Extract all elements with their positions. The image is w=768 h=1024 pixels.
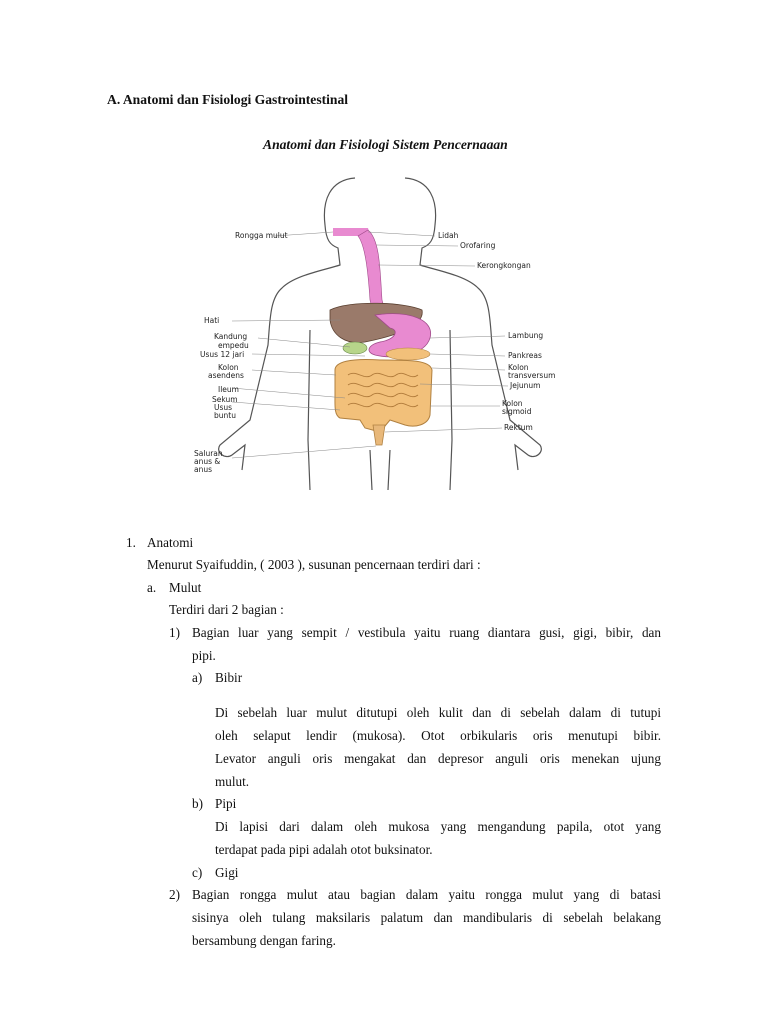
- label-lambung: Lambung: [508, 331, 544, 340]
- list-marker-a-paren: a): [192, 670, 203, 685]
- label-rongga-mulut: Rongga mulut: [235, 231, 288, 240]
- label-anus: anus: [194, 465, 213, 474]
- label-buntu: buntu: [214, 411, 236, 420]
- item-1-line-2: pipi.: [192, 648, 216, 663]
- list-marker-b-paren: b): [192, 796, 203, 811]
- label-sekum: Sekum: [212, 395, 238, 404]
- label-usus: Usus: [214, 403, 233, 412]
- label-kolon-transversum-1: Kolon: [508, 363, 529, 372]
- label-pankreas: Pankreas: [508, 351, 542, 360]
- heading-bibir: Bibir: [215, 670, 243, 685]
- heading-pipi: Pipi: [215, 796, 237, 811]
- figure-title: Anatomi dan Fisiologi Sistem Pencernaaan: [263, 137, 508, 152]
- item-2-line-2: sisinya oleh tulang maksilaris palatum dan mandibularis di sebelah belakang: [192, 910, 661, 925]
- label-saluran: Saluran: [194, 449, 223, 458]
- label-kerongkongan: Kerongkongan: [477, 261, 531, 270]
- list-marker-c-paren: c): [192, 865, 203, 880]
- label-jejunum: Jejunum: [510, 381, 541, 390]
- label-anus-and: anus &: [194, 457, 221, 466]
- heading-gigi: Gigi: [215, 865, 239, 880]
- item-2-line-3: bersambung dengan faring.: [192, 933, 336, 948]
- heading-mulut: Mulut: [169, 580, 202, 595]
- label-orofaring: Orofaring: [460, 241, 496, 250]
- item-2-line-1: Bagian rongga mulut atau bagian dalam yaitu rongga mulut yang di batasi: [192, 887, 661, 902]
- label-kandung: Kandung: [214, 332, 248, 341]
- paragraph-menurut: Menurut Syaifuddin, ( 2003 ), susunan pencernaan terdiri dari :: [147, 557, 481, 572]
- label-rektum: Rektum: [504, 423, 533, 432]
- bibir-line-2: oleh selaput lendir (mukosa). Otot orbikularis oris menutupi bibir.: [215, 728, 661, 743]
- digestive-system-diagram: [190, 170, 570, 490]
- label-kolon-sigmoid-1: Kolon: [502, 399, 523, 408]
- list-marker-1-paren: 1): [169, 625, 180, 640]
- bibir-line-1: Di sebelah luar mulut ditutupi oleh kulit dan di sebelah dalam di tutupi: [215, 705, 661, 720]
- gallbladder: [343, 342, 367, 354]
- label-usus-12-jari: Usus 12 jari: [200, 350, 245, 359]
- rectum: [373, 425, 385, 445]
- bibir-line-3: Levator anguli oris mengakat dan depresor anguli oris menekan ujung: [215, 751, 661, 766]
- pancreas: [386, 348, 430, 360]
- esophagus: [358, 230, 386, 315]
- label-ileum: Ileum: [218, 385, 239, 394]
- label-kolon-sigmoid-2: sigmoid: [502, 407, 532, 416]
- pipi-line-2: terdapat pada pipi adalah otot buksinator.: [215, 842, 433, 857]
- label-kolon-transversum-2: transversum: [508, 371, 556, 380]
- label-lidah: Lidah: [438, 231, 459, 240]
- item-1-line-1: Bagian luar yang sempit / vestibula yaitu ruang diantara gusi, gigi, bibir, dan: [192, 625, 661, 640]
- list-marker-2-paren: 2): [169, 887, 180, 902]
- label-empedu: empedu: [218, 341, 249, 350]
- label-kolon-asendens-2: asendens: [208, 371, 244, 380]
- section-anatomi: Anatomi: [147, 535, 194, 550]
- paragraph-terdiri: Terdiri dari 2 bagian :: [169, 602, 284, 617]
- pipi-line-1: Di lapisi dari dalam oleh mukosa yang mengandung papila, otot yang: [215, 819, 661, 834]
- bibir-line-4: mulut.: [215, 774, 250, 789]
- label-kolon-asendens-1: Kolon: [218, 363, 239, 372]
- list-marker-a: a.: [147, 580, 157, 595]
- list-marker-1: 1.: [126, 535, 136, 550]
- label-hati: Hati: [204, 316, 220, 325]
- section-heading: A. Anatomi dan Fisiologi Gastrointestinal: [107, 92, 349, 107]
